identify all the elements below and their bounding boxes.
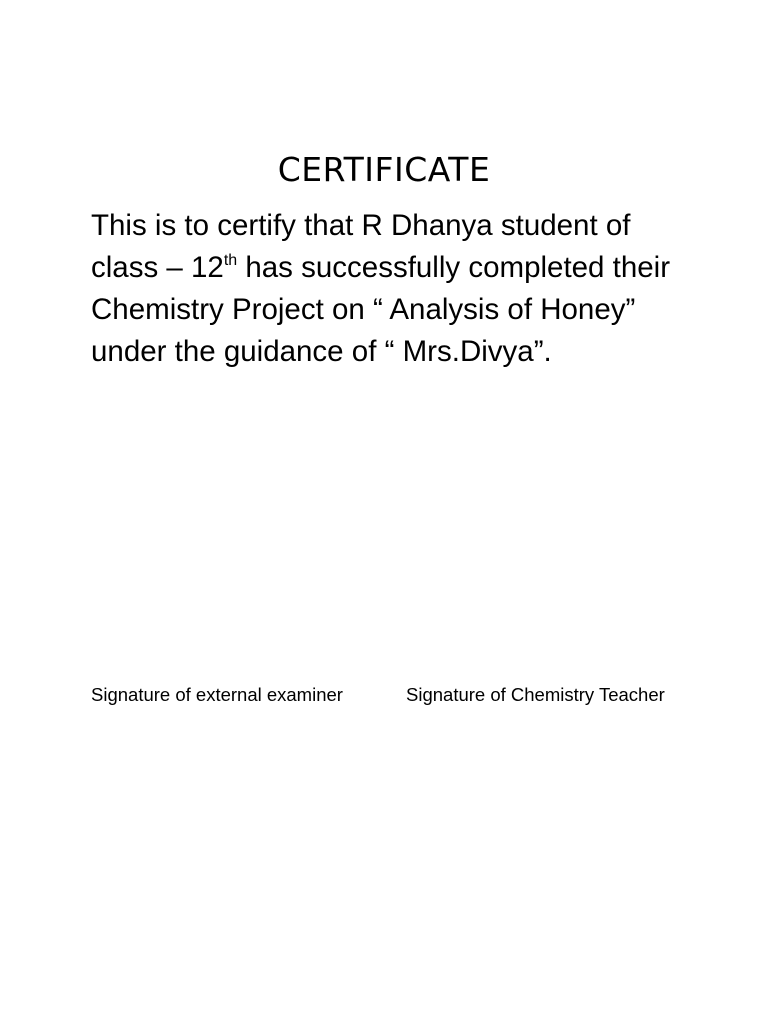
chemistry-teacher-signature-label: Signature of Chemistry Teacher (406, 684, 665, 705)
external-examiner-signature-label: Signature of external examiner (91, 684, 343, 705)
body-text-part1: This is to certify that R Dhanya student of class – 12 (91, 209, 631, 284)
ordinal-superscript: th (223, 252, 238, 269)
body-text-part2: has successfully completed their Chemistry Project on “ Analysis of Honey” under the guidance of “ Mrs.Divya”. (91, 251, 671, 368)
certificate-title: CERTIFICATE (277, 150, 491, 189)
certificate-body (91, 205, 691, 373)
